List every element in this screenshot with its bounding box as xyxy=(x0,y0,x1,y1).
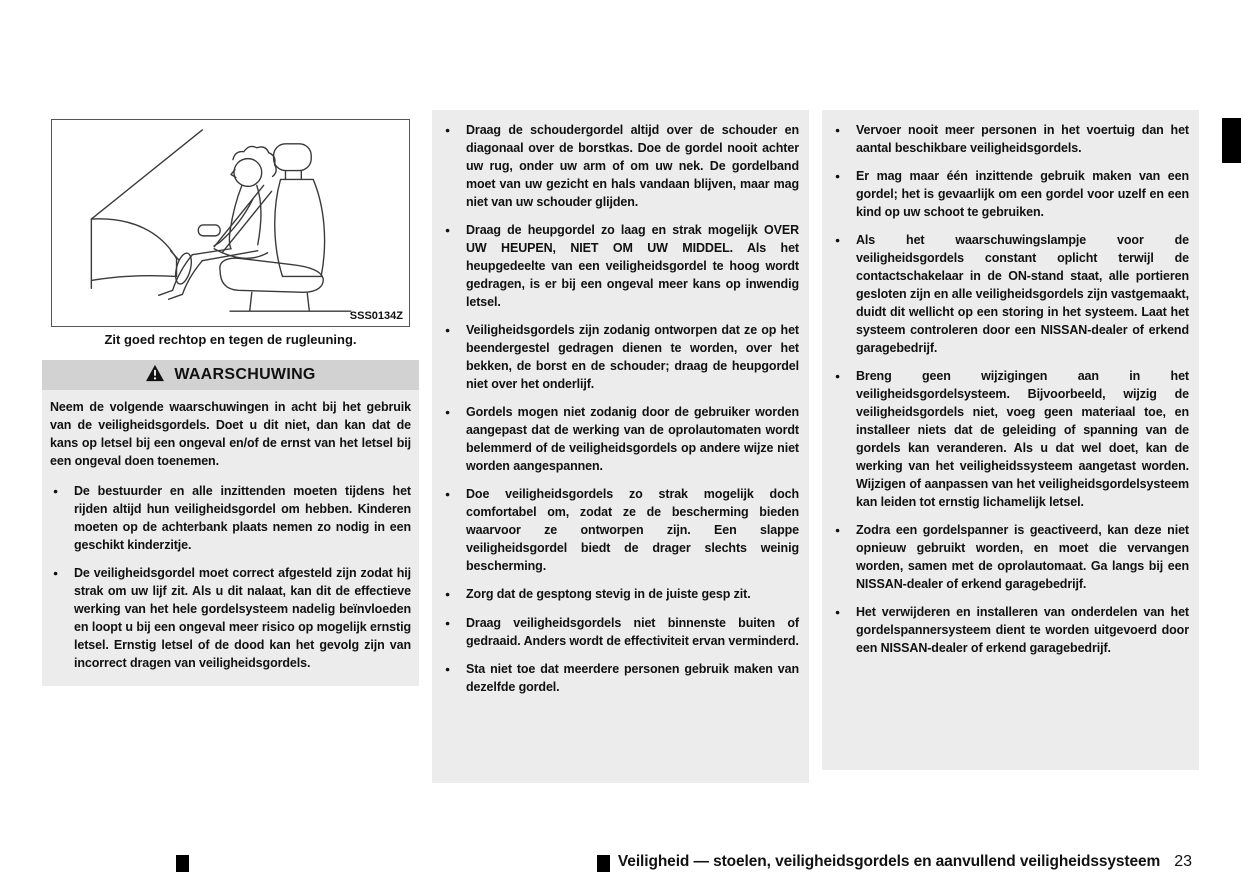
bullet-icon xyxy=(832,167,856,221)
warning-header xyxy=(42,360,419,390)
print-registration-mark xyxy=(176,855,189,872)
warning-intro: Neem de volgende waarschuwingen in acht bij het gebruik van de veiligheidsgordels. Doet u dit niet, dan kan dat de kans op letsel bij een ongeval en/of de ernst van het letsel bij een ongeval doen toenemen. xyxy=(50,400,411,468)
bullet-text: Draag de heupgordel zo laag en strak mogelijk OVER UW HEUPEN, NIET OM UW MIDDEL. Als het heupgedeelte van een veiligheidsgordel te hoog wordt gedragen, is er bij een ongeval meer kans op inwendig letsel. xyxy=(466,223,799,309)
list-item xyxy=(442,660,799,696)
list-item xyxy=(442,485,799,575)
list-item xyxy=(50,564,411,672)
list-item xyxy=(832,521,1189,593)
bullet-icon xyxy=(442,585,466,604)
bullet-text: Veiligheidsgordels zijn zodanig ontworpen dat ze op het beendergestel gedragen dienen te worden, over het bekken, de borst en de schouder; draag de heupgordel niet over het onderlijf. xyxy=(466,323,799,391)
bullet-icon xyxy=(832,121,856,157)
list-item xyxy=(442,221,799,311)
figure xyxy=(51,119,410,327)
bullet-text: Zodra een gordelspanner is geactiveerd, kan deze niet opnieuw gebruikt worden, en moet die vervangen worden, samen met de oprolautomaat. Ga langs bij een NISSAN-dealer of erkend garagebedrijf. xyxy=(856,523,1189,591)
figure-caption: Zit goed rechtop en tegen de rugleuning. xyxy=(104,332,357,347)
left-column xyxy=(42,119,419,686)
list-item xyxy=(832,121,1189,157)
bullet-text: Als het waarschuwingslampje voor de veiligheidsgordels constant oplicht terwijl de contactschakelaar in de ON-stand staat, alle portieren gesloten zijn en alle veiligheidsgordels zijn vastgemaakt, duidt dit wellicht op een storing in het systeem. Laat het systeem controleren door een NISSAN-dealer of erkend garagebedrijf. xyxy=(856,233,1189,355)
bullet-icon xyxy=(442,660,466,696)
warning-triangle-icon xyxy=(145,364,165,387)
bullet-icon xyxy=(442,121,466,211)
page-footer xyxy=(618,853,1192,871)
bullet-text: Er mag maar één inzittende gebruik maken van een gordel; het is gevaarlijk om een gordel voor uzelf en een kind op uw schoot te gebruiken. xyxy=(856,169,1189,219)
seatbelt-posture-illustration xyxy=(52,120,411,326)
warning-box xyxy=(42,360,419,686)
list-item xyxy=(832,603,1189,657)
list-item xyxy=(442,121,799,211)
right-column xyxy=(822,110,1199,770)
bullet-text: Het verwijderen en installeren van onderdelen van het gordelspannersysteem dient te worden uitgevoerd door een NISSAN-dealer of erkend garagebedrijf. xyxy=(856,605,1189,655)
bullet-text: Draag veiligheidsgordels niet binnenste buiten of gedraaid. Anders wordt de effectiviteit ervan verminderd. xyxy=(466,616,799,648)
bullet-icon xyxy=(442,321,466,393)
bullet-icon xyxy=(50,564,74,672)
bullet-icon xyxy=(442,403,466,475)
print-registration-mark xyxy=(597,855,610,872)
warning-bullet-text: De veiligheidsgordel moet correct afgesteld zijn zodat hij strak om uw lijf zit. Als u dit nalaat, kan dit de effectieve werking van het hele gordelsysteem nadelig beïnvloeden en loopt u bij een ongeval meer risico op mogelijk ernstig letsel. Ernstig letsel of de dood kan het gevolg zijn van incorrect dragen van veiligheidsgordels. xyxy=(74,566,411,670)
list-item xyxy=(832,167,1189,221)
middle-column xyxy=(432,110,809,783)
bullet-text: Vervoer nooit meer personen in het voertuig dan het aantal beschikbare veiligheidsgordels. xyxy=(856,123,1189,155)
warning-title: WAARSCHUWING xyxy=(174,366,316,383)
bullet-text: Sta niet toe dat meerdere personen gebruik maken van dezelfde gordel. xyxy=(466,662,799,694)
footer-section-title: Veiligheid — stoelen, veiligheidsgordels en aanvullend veiligheidssysteem xyxy=(617,853,1161,870)
bullet-text: Gordels mogen niet zodanig door de gebruiker worden aangepast dat de werking van de oprolautomaten wordt belemmerd of de veiligheidsgordels op andere wijze niet worden aangespannen. xyxy=(466,405,799,473)
bullet-icon xyxy=(832,231,856,357)
bullet-icon xyxy=(832,603,856,657)
bullet-text: Zorg dat de gesptong stevig in de juiste gesp zit. xyxy=(466,587,751,601)
bullet-icon xyxy=(442,221,466,311)
warning-body xyxy=(42,390,419,686)
list-item xyxy=(442,321,799,393)
bullet-text: Breng geen wijzigingen aan in het veiligheidsgordelsysteem. Bijvoorbeeld, wijzig de veiligheidsgordels niet, voeg geen materiaal toe, en installeer niets dat de geleiding of spanning van de gordels kan veranderen. Als u dat wel doet, kan de werking van het veiligheidssysteem aangetast worden. Wijzigen of aanpassen van het veiligheidsgordelsysteem kan leiden tot ernstig lichamelijk letsel. xyxy=(856,369,1189,509)
list-item xyxy=(50,482,411,554)
bullet-text: Draag de schoudergordel altijd over de schouder en diagonaal over de borstkas. Doe de gordel nooit achter uw rug, onder uw arm of om uw nek. De gordelband moet van uw gezicht en hals vandaan blijven, maar mag niet van uw schouder glijden. xyxy=(466,123,799,209)
section-tab-marker xyxy=(1222,118,1241,163)
bullet-icon xyxy=(50,482,74,554)
figure-code: SSS0134Z xyxy=(349,310,403,322)
bullet-icon xyxy=(442,485,466,575)
page-number: 23 xyxy=(1174,853,1192,870)
list-item xyxy=(832,367,1189,511)
list-item xyxy=(442,403,799,475)
list-item xyxy=(442,585,799,604)
warning-bullet-text: De bestuurder en alle inzittenden moeten tijdens het rijden altijd hun veiligheidsgordel om hebben. Kinderen moeten op de achterbank plaats nemen zo nodig in een geschikt kinderzitje. xyxy=(74,484,411,552)
list-item xyxy=(442,614,799,650)
bullet-text: Doe veiligheidsgordels zo strak mogelijk doch comfortabel om, zodat ze de bescherming bieden waarvoor ze ontworpen zijn. Een slappe veiligheidsgordel biedt de drager slechts weinig bescherming. xyxy=(466,487,799,573)
bullet-icon xyxy=(832,521,856,593)
list-item xyxy=(832,231,1189,357)
bullet-icon xyxy=(832,367,856,511)
bullet-icon xyxy=(442,614,466,650)
